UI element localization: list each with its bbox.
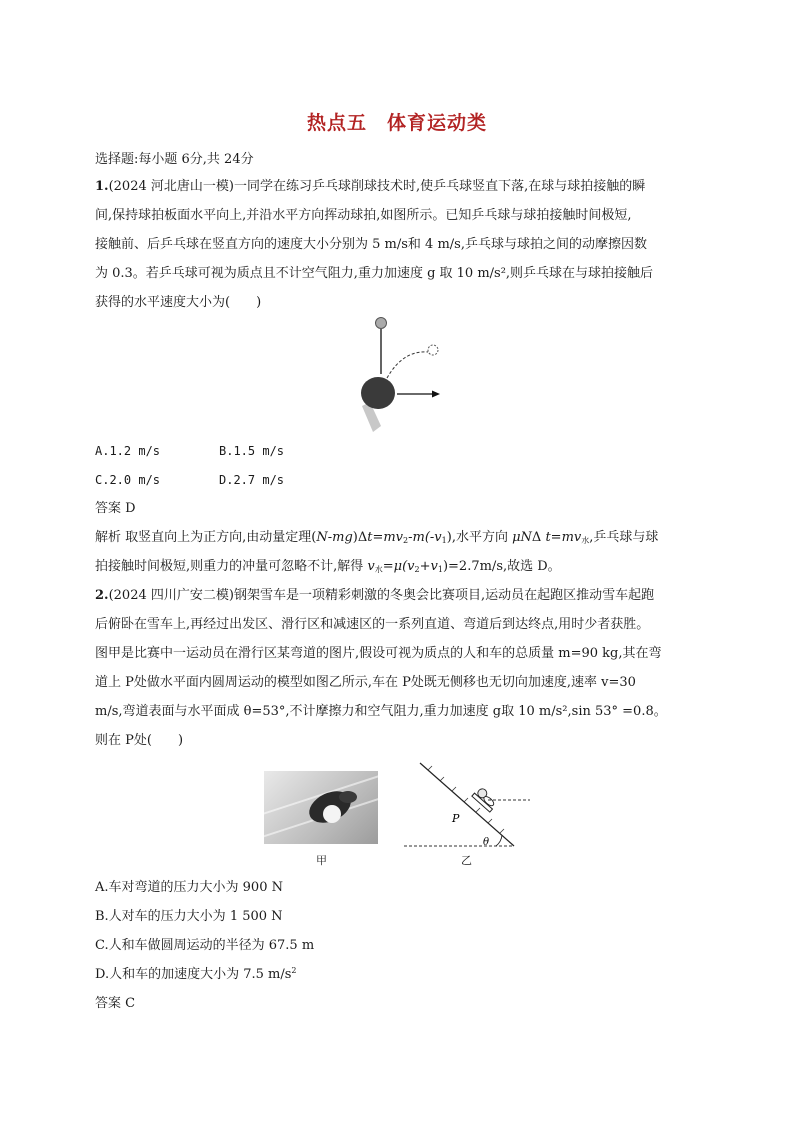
q2-figure-model	[398, 760, 538, 855]
q2-line-1	[95, 586, 715, 606]
arrow-head	[432, 391, 440, 398]
q1-line-4: 为 0.3。若乒乓球可视为质点且不计空气阻力,重力加速度 g 取 10 m/s²,则乒乓球在与球拍接触后	[95, 266, 654, 281]
paddle-blade	[361, 377, 395, 409]
q1-option-b[interactable]: B.1.5 m/s	[219, 444, 285, 458]
theta-label: θ	[483, 837, 490, 848]
q1-number: 1.	[95, 179, 109, 194]
section-header: 选择题:每小题 6分,共 24分	[95, 152, 254, 167]
track-surface	[420, 763, 514, 846]
page-title: 热点五 体育运动类	[306, 112, 487, 134]
q2-line-2: 后俯卧在雪车上,再经过出发区、滑行区和减速区的一系列直道、弯道后到达终点,用时少者获胜。	[95, 617, 650, 632]
q1-line-3: 接触前、后乒乓球在竖直方向的速度大小分别为 5 m/s和 4 m/s,乒乓球与球拍之间的动摩擦因数	[95, 237, 647, 252]
figure-yi-caption: 乙	[461, 854, 472, 867]
ball-end	[428, 345, 438, 355]
rider-legs	[339, 791, 357, 803]
q2-line-4: 道上 P处做水平面内圆周运动的模型如图乙所示,车在 P处既无侧移也无切向加速度,速率 v=30	[95, 675, 636, 690]
q1-answer: 答案 D	[95, 501, 136, 516]
q2-number: 2.	[95, 588, 109, 603]
sled-model	[472, 786, 499, 812]
q2-line-3: 图甲是比赛中一运动员在滑行区某弯道的图片,假设可视为质点的人和车的总质量 m=90 kg,其在弯	[95, 646, 662, 661]
q1-analysis-line-1: 解析 取竖直向上为正方向,由动量定理$(N-mg)\Delta t=mv_2-m(-v_1)$,水平方向 μNΔ $t=mv_水$,乒乓球与球	[95, 530, 659, 545]
q1-figure-paddle	[340, 312, 460, 437]
q2-line-5: m/s,弯道表面与水平面成 θ=53°,不计摩擦力和空气阻力,重力加速度 g取 10 m/s²,sin 53° =0.8。	[95, 704, 667, 719]
track-hatching	[428, 766, 504, 833]
q1-line-5: 获得的水平速度大小为( )	[95, 295, 262, 310]
q1-analysis-line-2: 拍接触时间极短,则重力的冲量可忽略不计,解得 $v_水=\mu(v_2+v_1)=2.7m/s$,故选 D。	[95, 559, 561, 574]
q1-line-1	[95, 177, 715, 197]
ball-start	[376, 318, 387, 329]
rider-helmet	[323, 805, 341, 823]
point-p-label: P	[452, 812, 460, 825]
q1-text-1: (2024 河北唐山一模)一同学在练习乒乓球削球技术时,使乒乓球竖直下落,在球与球拍接触的瞬	[108, 179, 646, 194]
q1-option-c[interactable]: C.2.0 m/s	[95, 473, 161, 487]
skeleton-rider	[264, 771, 378, 844]
q2-option-d[interactable]: D.人和车的加速度大小为 7.5 $m/s^2$	[95, 966, 297, 982]
q2-option-a[interactable]: A.车对弯道的压力大小为 900 N	[95, 880, 283, 895]
q2-option-c[interactable]: C.人和车做圆周运动的半径为 67.5 m	[95, 938, 315, 953]
q1-line-2: 间,保持球拍板面水平向上,并沿水平方向挥动球拍,如图所示。已知乒乓球与球拍接触时间极短,	[95, 208, 632, 223]
q2-figure-photo	[264, 771, 378, 844]
q2-text-1: (2024 四川广安二模)钢架雪车是一项精彩刺激的冬奥会比赛项目,运动员在起跑区推动雪车起跑	[108, 588, 655, 603]
rebound-path	[387, 352, 428, 378]
q2-line-6: 则在 P处( )	[95, 733, 184, 748]
q1-option-a[interactable]: A.1.2 m/s	[95, 444, 161, 458]
q2-answer: 答案 C	[95, 996, 136, 1011]
figure-jia-caption: 甲	[316, 854, 327, 867]
q2-option-b[interactable]: B.人对车的压力大小为 1 500 N	[95, 909, 283, 924]
angle-arc	[496, 835, 502, 846]
q1-option-d[interactable]: D.2.7 m/s	[219, 473, 285, 487]
